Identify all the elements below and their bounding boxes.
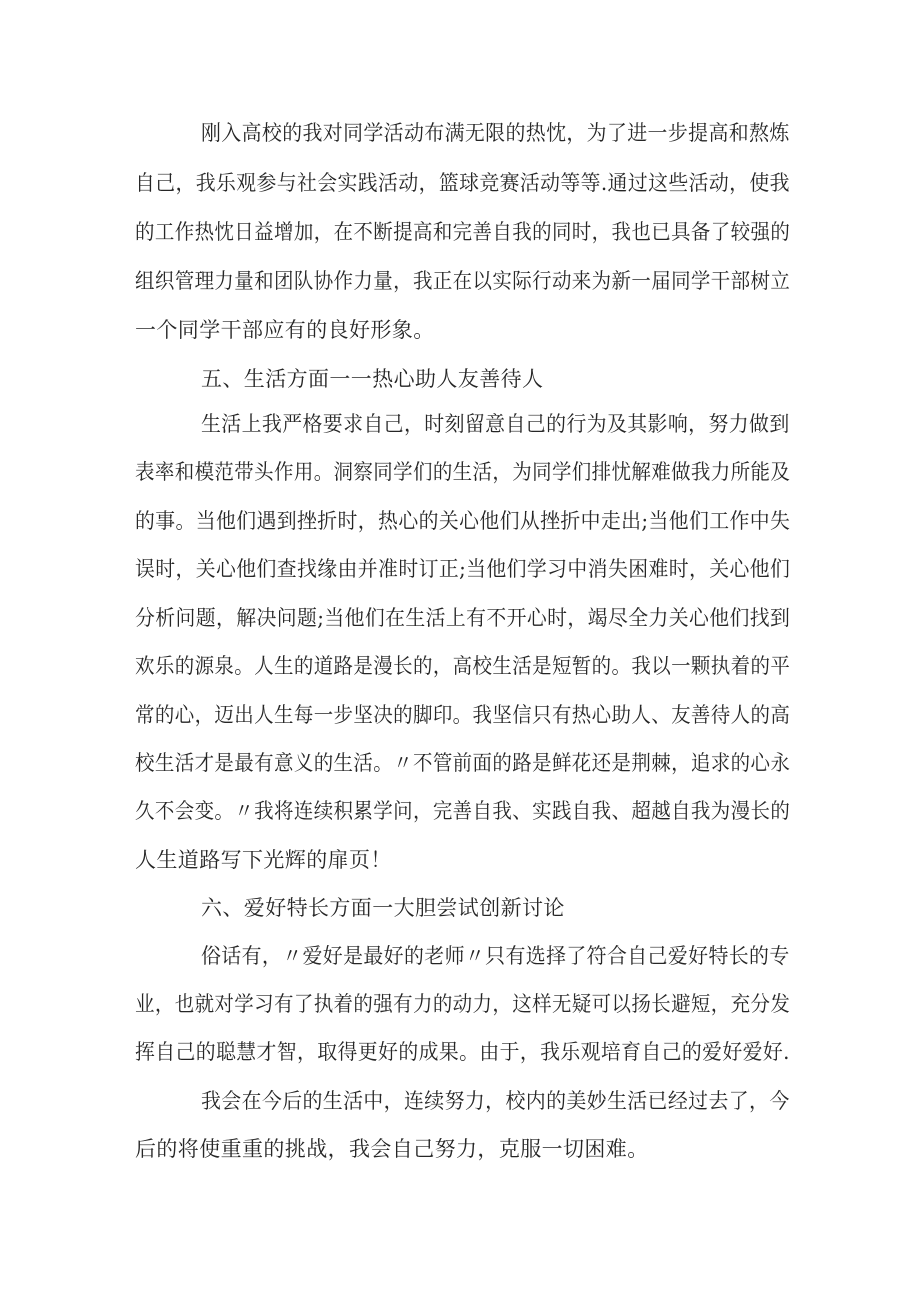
- paragraph-line: 我会在今后的生活中，连续努力，校内的美妙生活已经过去了，今: [201, 1089, 790, 1113]
- paragraph-line: 久不会变。〃我将连续积累学问，完善自我、实践自我、超越自我为漫长的: [135, 799, 791, 823]
- paragraph-line: 欢乐的源泉。人生的道路是漫长的，高校生活是短暂的。我以一颗执着的平: [135, 654, 791, 678]
- paragraph-line: 生活上我严格要求自己，时刻留意自己的行为及其影响，努力做到: [201, 412, 790, 436]
- paragraph-line: 组织管理力量和团队协作力量，我正在以实际行动来为新一届同学干部树立: [135, 269, 791, 293]
- paragraph-line: 人生道路写下光辉的扉页！: [135, 848, 392, 872]
- paragraph-line: 常的心，迈出人生每一步坚决的脚印。我坚信只有热心助人、友善待人的高: [135, 703, 791, 727]
- paragraph-line: 分析问题，解决问题;当他们在生活上有不开心时，竭尽全力关心他们找到: [135, 606, 791, 630]
- paragraph-line: 的事。当他们遇到挫折时，热心的关心他们从挫折中走出;当他们工作中失: [135, 509, 791, 533]
- paragraph-line: 业，也就对学习有了执着的强有力的动力，这样无疑可以扬长避短，充分发: [135, 992, 791, 1016]
- paragraph-line: 表率和模范带头作用。洞察同学们的生活，为同学们排忧解难做我力所能及: [135, 460, 791, 484]
- section-heading: 六、爱好特长方面一大胆尝试创新讨论: [201, 896, 565, 920]
- paragraph-line: 自己，我乐观参与社会实践活动，篮球竞赛活动等等.通过这些活动，使我: [135, 171, 790, 195]
- section-heading: 五、生活方面一一热心助人友善待人: [201, 367, 544, 391]
- paragraph-line: 一个同学干部应有的良好形象。: [135, 318, 435, 342]
- paragraph-line: 校生活才是最有意义的生活。〃不管前面的路是鲜花还是荆棘，追求的心永: [135, 751, 791, 775]
- paragraph-line: 刚入高校的我对同学活动布满无限的热忱，为了进一步提高和熬炼: [201, 121, 790, 145]
- paragraph-line: 后的将使重重的挑战，我会自己努力，克服一切困难。: [135, 1137, 649, 1161]
- paragraph-line: 挥自己的聪慧才智，取得更好的成果。由于，我乐观培育自己的爱好爱好.: [135, 1040, 790, 1064]
- paragraph-line: 的工作热忱日益增加，在不断提高和完善自我的同时，我也已具备了较强的: [135, 220, 791, 244]
- paragraph-line: 俗话有，〃爱好是最好的老师〃只有选择了符合自己爱好特长的专: [201, 944, 790, 968]
- paragraph-line: 误时，关心他们查找缘由并准时订正;当他们学习中消失困难时，关心他们: [135, 557, 791, 581]
